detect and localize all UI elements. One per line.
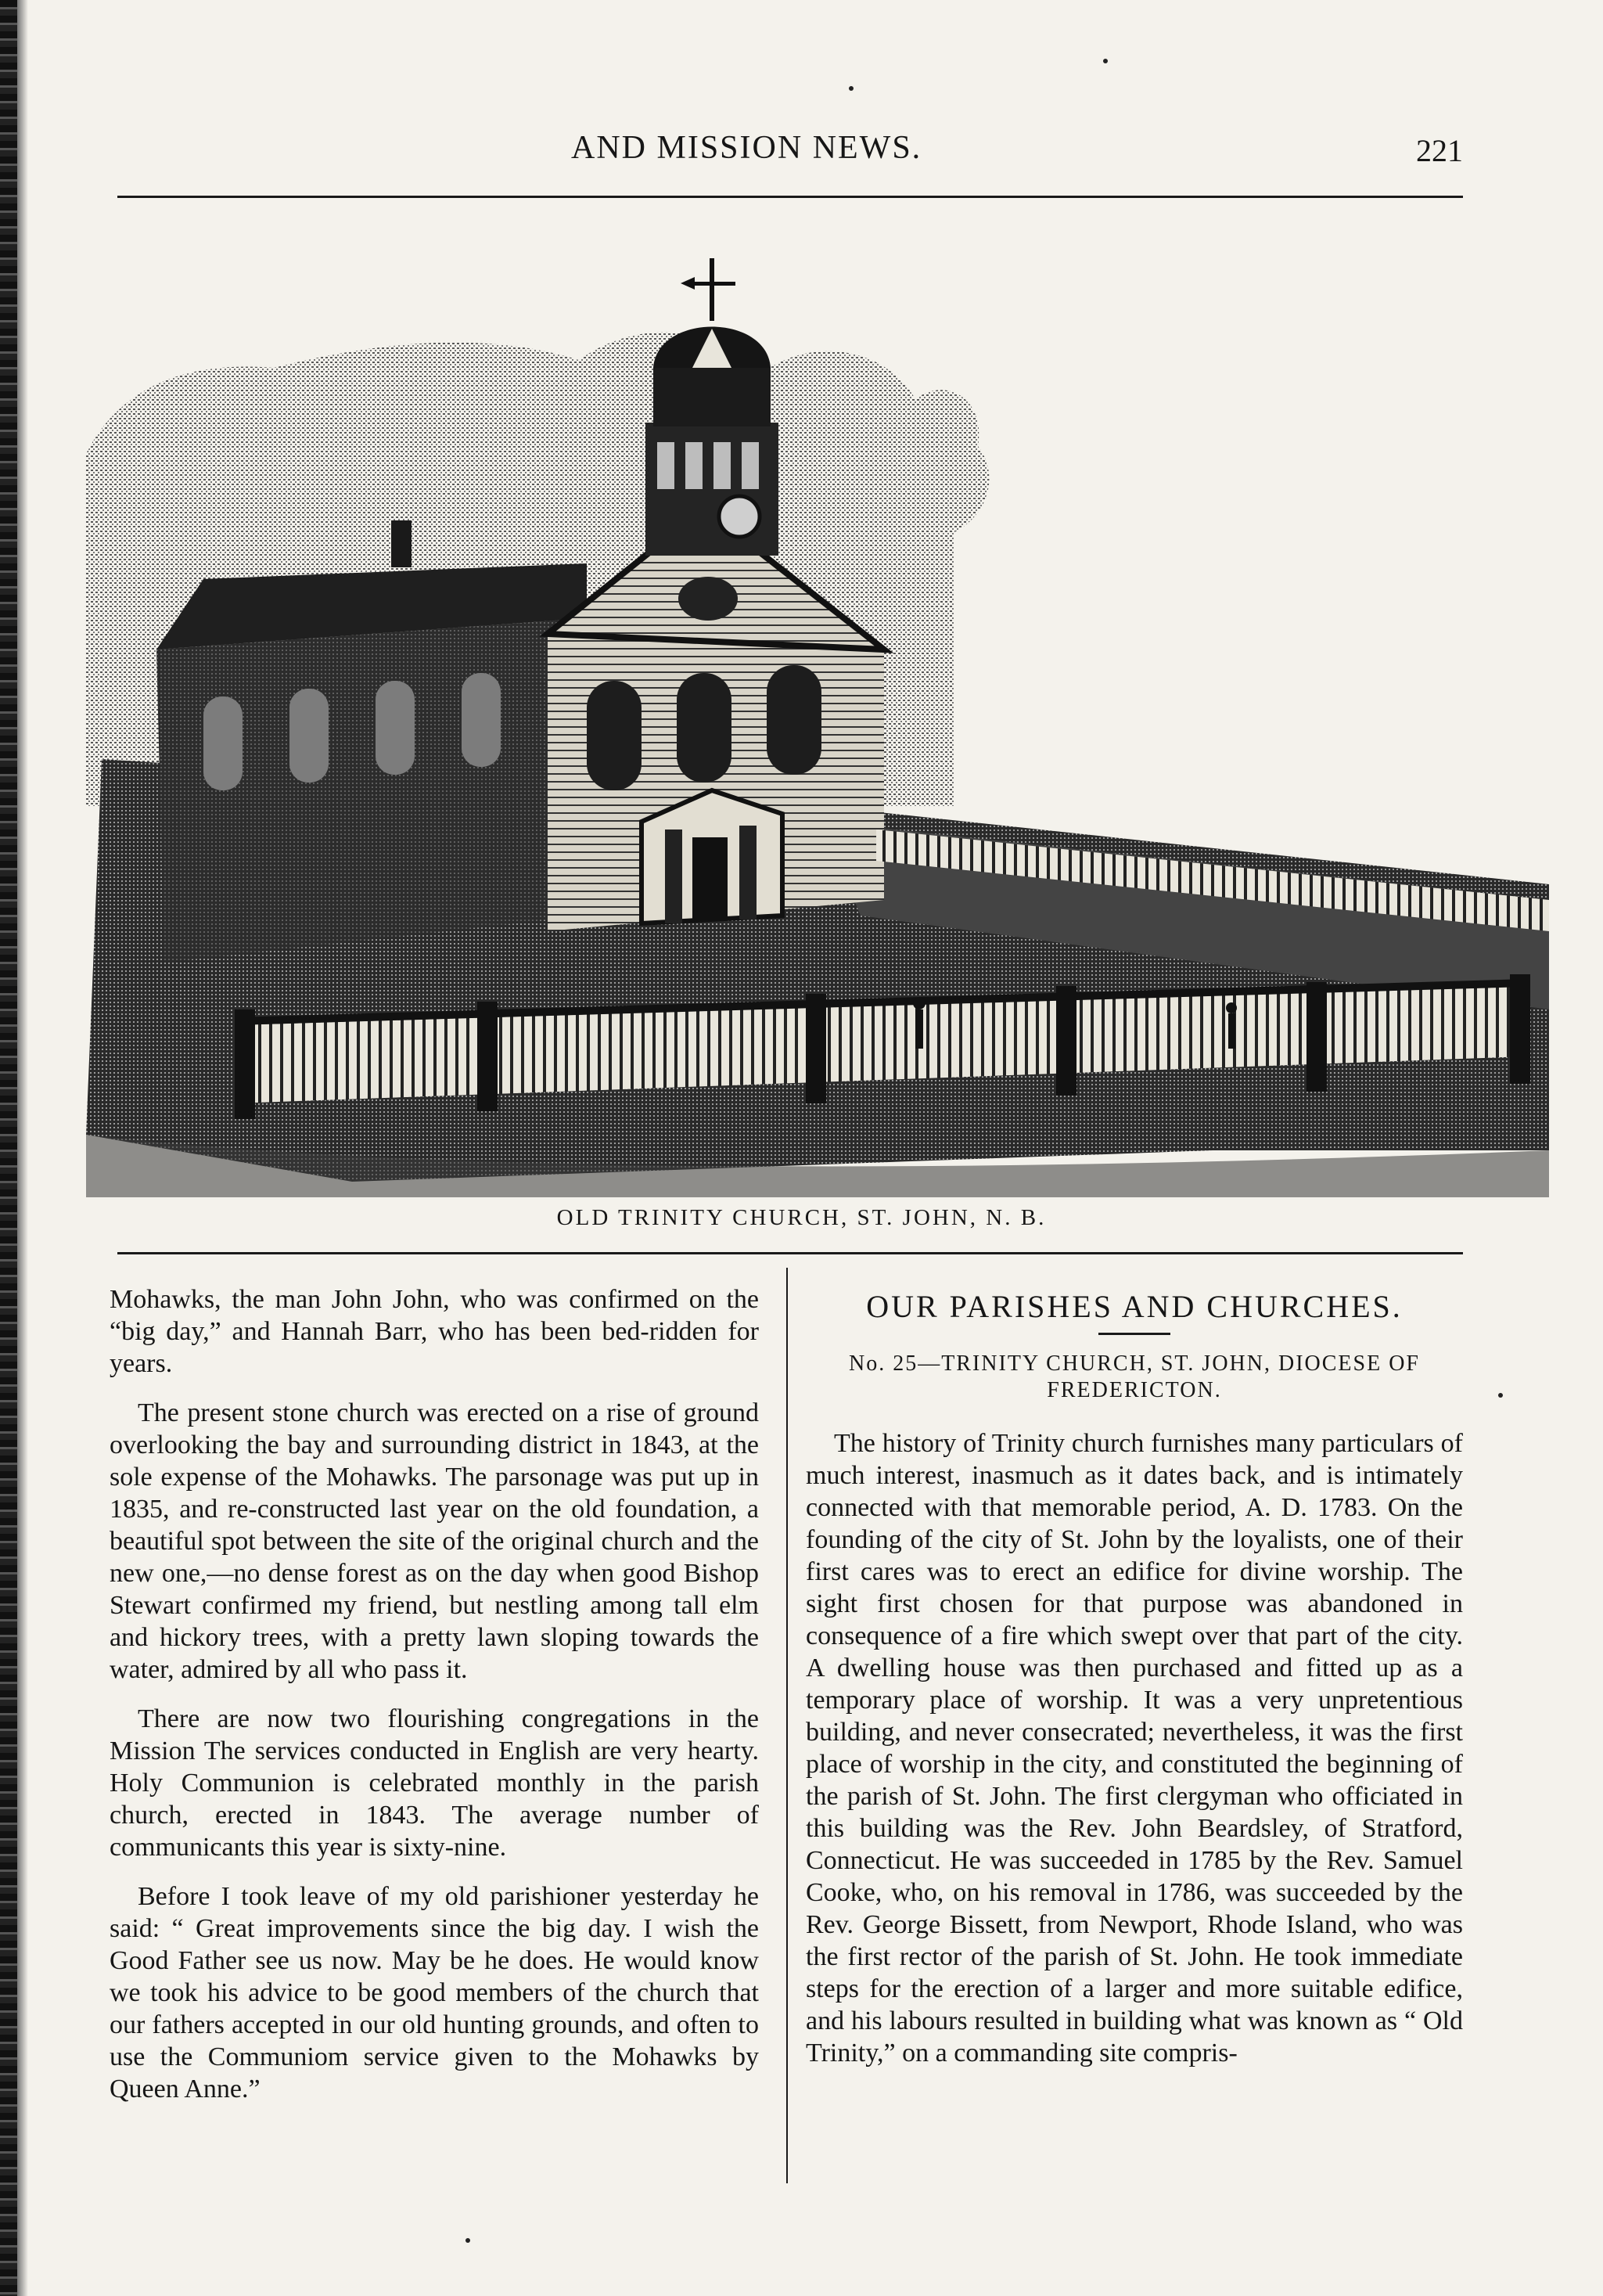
print-speck bbox=[465, 2238, 470, 2243]
figure-caption: OLD TRINITY CHURCH, ST. JOHN, N. B. bbox=[556, 1205, 1047, 1230]
left-paragraph-2: The present stone church was erected on a rise of ground overlooking the bay and surrounding district in 1843, at the sole expense of the Mohawks. The parsonage was put up in 1835, and re-constructed last year on the old foundation, a beautiful spot between the site of the original church and the new one,—no dense forest as on the day when good Bishop Stewart confirmed my friend, but nestling among tall elm and hickory trees, with a pretty lawn sloping towards the water, admired by all who pass it. bbox=[110, 1398, 759, 1684]
church-engraving bbox=[39, 211, 1549, 1197]
page-binding-shadow bbox=[17, 0, 28, 2296]
figure-rule bbox=[117, 1252, 1463, 1254]
left-paragraph-1: Mohawks, the man John John, who was confirmed on the “big day,” and Hannah Barr, who has been bed-ridden for years. bbox=[110, 1285, 759, 1378]
print-speck bbox=[849, 86, 854, 91]
header-rule bbox=[117, 196, 1463, 198]
print-speck bbox=[1498, 1393, 1503, 1398]
print-speck bbox=[1103, 59, 1108, 63]
section-rule bbox=[1098, 1333, 1170, 1335]
left-paragraph-4: Before I took leave of my old parishioner yesterday he said: “ Great improvements since the big day. I wish the Good Father see us now. May be he does. He would know we took his advice to be good members of the church that our fathers accepted in our old hunting grounds, and often to use the Communiom service given to the Mohawks by Queen Anne.” bbox=[110, 1882, 759, 2103]
section-title: OUR PARISHES AND CHURCHES. bbox=[866, 1289, 1403, 1324]
article-subtitle: No. 25—TRINITY CHURCH, ST. JOHN, DIOCESE OF FREDERICTON. bbox=[848, 1351, 1420, 1402]
page-number: 221 bbox=[1416, 133, 1463, 168]
left-paragraph-3: There are now two flourishing congregations in the Mission The services conducted in English are very hearty. Holy Communion is celebrated monthly in the parish church, erected in 1843. The average number of communicants this year is sixty-nine. bbox=[110, 1704, 759, 1862]
left-column bbox=[110, 1283, 759, 2122]
church-engraving-icon bbox=[39, 211, 1549, 1197]
running-head bbox=[117, 129, 1463, 184]
page-binding-edge bbox=[0, 0, 17, 2296]
column-divider bbox=[786, 1268, 788, 2183]
right-column bbox=[806, 1283, 1463, 2086]
right-paragraph-1: The history of Trinity church furnishes many particulars of much interest, inasmuch as it dates back, and is intimately connected with that memorable period, A. D. 1783. On the founding of the city of St. John by the loyalists, one of their first cares was to erect an edifice for divine worship. The sight first chosen for that purpose was abandoned in consequence of a fire which swept over that part of the city. A dwelling house was then purchased and fitted up as a temporary place of worship. It was a very unpretentious building, and never consecrated; nevertheless, it was the first place of worship in the city, and constituted the beginning of the parish of St. John. The first clergyman who officiated in this building was the Rev. John Beardsley, of Stratford, Connecticut. He was succeeded in 1785 by the Rev. Samuel Cooke, who, on his removal in 1786, was succeeded by the Rev. George Bissett, from Newport, Rhode Island, who was the first rector of the parish of St. John. He took immediate steps for the erection of a larger and more suitable edifice, and his labours resulted in building what was known as “ Old Trinity,” on a commanding site compris- bbox=[806, 1429, 1463, 2067]
running-title: AND MISSION NEWS. bbox=[571, 130, 922, 166]
